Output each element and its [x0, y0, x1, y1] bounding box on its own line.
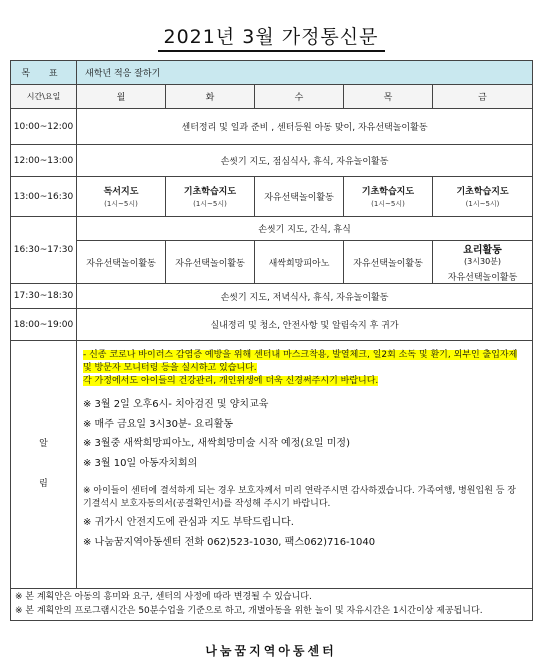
activity-cell-wed [255, 177, 344, 217]
time-cell: 13:00~16:30 [11, 177, 77, 217]
day-header-tue: 화 [166, 85, 255, 109]
activity-cell-mon [77, 177, 166, 217]
time-cell: 18:00~19:00 [11, 309, 77, 341]
activity-cell: 손씻기 지도, 점심식사, 휴식, 자유놀이활동 [77, 145, 533, 177]
time-day-header: 시간\요일 [11, 85, 77, 109]
notice-content [77, 341, 533, 589]
footnote: ※ 본 계획안의 프로그램시간은 50분수업을 기준으로 하고, 개별아동을 위한 놀이 및 자유시간은 1시간이상 제공됩니다. [15, 605, 483, 616]
cooking-time: (3시30분) [464, 257, 502, 266]
activity-title: 독서지도 [103, 187, 139, 197]
notice-item: ※ 귀가시 안전지도에 관심과 지도 부탁드립니다. [83, 517, 294, 529]
activity-cell-tue [166, 177, 255, 217]
notice-row [11, 341, 533, 589]
activity-cell: 손씻기 지도, 간식, 휴식 [77, 217, 533, 241]
notice-item: ※ 3월 2일 오후6시- 치아검진 및 양치교육 [83, 399, 269, 411]
activity-cell-fri [433, 177, 533, 217]
day-header-wed: 수 [255, 85, 344, 109]
notice-highlight-2: 각 가정에서도 아이들의 건강관리, 개인위생에 더욱 신경써주시기 바랍니다. [83, 376, 379, 387]
activity-time: (1시~5시) [193, 200, 227, 208]
notice-paragraph: ※ 아이들이 센터에 결석하게 되는 경우 보호자께서 미리 연락주시면 감사하겠습니다. 가족여행, 병원입원 등 장기결석시 보호자동의서(공결확인서)를 작성해 주시기 바랍니다. [83, 486, 516, 510]
time-cell: 12:00~13:00 [11, 145, 77, 177]
activity-cell-thu [344, 177, 433, 217]
activity-cell-tue: 자유선택놀이활동 [166, 241, 255, 284]
goal-row [11, 61, 533, 85]
activity-sub: 자유선택놀이활동 [447, 273, 518, 283]
activity-time: (1시~5시) [104, 200, 138, 208]
notice-label-2: 림 [39, 478, 48, 489]
cooking-title: 요리활동 [463, 245, 502, 256]
notice-contact: ※ 나눔꿈지역아동센터 전화 062)523-1030, 팩스062)716-1040 [83, 536, 376, 548]
notice-label-1: 알 [39, 438, 48, 449]
activity-title: 기초학습지도 [456, 187, 509, 197]
page-title: 2021년 3월 가정통신문 [0, 22, 542, 52]
time-cell: 10:00~12:00 [11, 109, 77, 145]
table-row [11, 217, 533, 241]
goal-label: 목 표 [11, 61, 77, 85]
activity-time: (1시~5시) [465, 200, 500, 208]
activity-cell: 손씻기 지도, 저녁식사, 휴식, 자유놀이활동 [77, 284, 533, 309]
activity-title: 기초학습지도 [183, 187, 237, 197]
activity-title: 기초학습지도 [361, 187, 415, 197]
activity-cell-mon: 자유선택놀이활동 [77, 241, 166, 284]
footnote: ※ 본 계획안은 아동의 흥미와 요구, 센터의 사정에 따라 변경될 수 있습니다. [15, 592, 312, 602]
notice-highlight-1: - 신종 코로나 바이러스 감염증 예방을 위해 센터내 마스크착용, 발열체크, 일2회 소독 및 환기, 외부인 출입자제 및 방문자 모니터링 등을 실시하고 있습니다. [83, 350, 518, 374]
schedule-table [10, 60, 533, 621]
time-cell: 16:30~17:30 [11, 217, 77, 284]
footnotes [11, 589, 533, 621]
day-header-fri: 금 [433, 85, 533, 109]
table-row [11, 177, 533, 217]
time-cell: 17:30~18:30 [11, 284, 77, 309]
activity-cell: 센터정리 및 일과 준비 , 센터등원 아동 맞이, 자유선택놀이활동 [77, 109, 533, 145]
day-header-mon: 월 [77, 85, 166, 109]
notice-item: ※ 3월 10일 아동자치회의 [83, 457, 198, 469]
activity-cell-fri [433, 241, 533, 284]
table-row [11, 109, 533, 145]
activity-time: (1시~5시) [371, 200, 405, 208]
activity-title: 자유선택놀이활동 [264, 193, 334, 203]
header-row [11, 85, 533, 109]
activity-cell-thu: 자유선택놀이활동 [344, 241, 433, 284]
activity-cell-wed: 새싹희망피아노 [255, 241, 344, 284]
table-row [11, 309, 533, 341]
activity-cell: 실내정리 및 청소, 안전사항 및 알림숙지 후 귀가 [77, 309, 533, 341]
footnote-row [11, 589, 533, 621]
goal-text: 새학년 적응 잘하기 [77, 61, 533, 85]
center-name: 나눔꿈지역아동센터 [205, 644, 337, 658]
table-row [11, 241, 533, 284]
notice-item: ※ 3월중 새싹희망피아노, 새싹희망미술 시작 예정(요일 미정) [83, 438, 350, 450]
day-header-thu: 목 [344, 85, 433, 109]
notice-label [11, 341, 77, 589]
table-row [11, 145, 533, 177]
notice-item: ※ 매주 금요일 3시30분- 요리활동 [83, 418, 234, 430]
table-row [11, 284, 533, 309]
